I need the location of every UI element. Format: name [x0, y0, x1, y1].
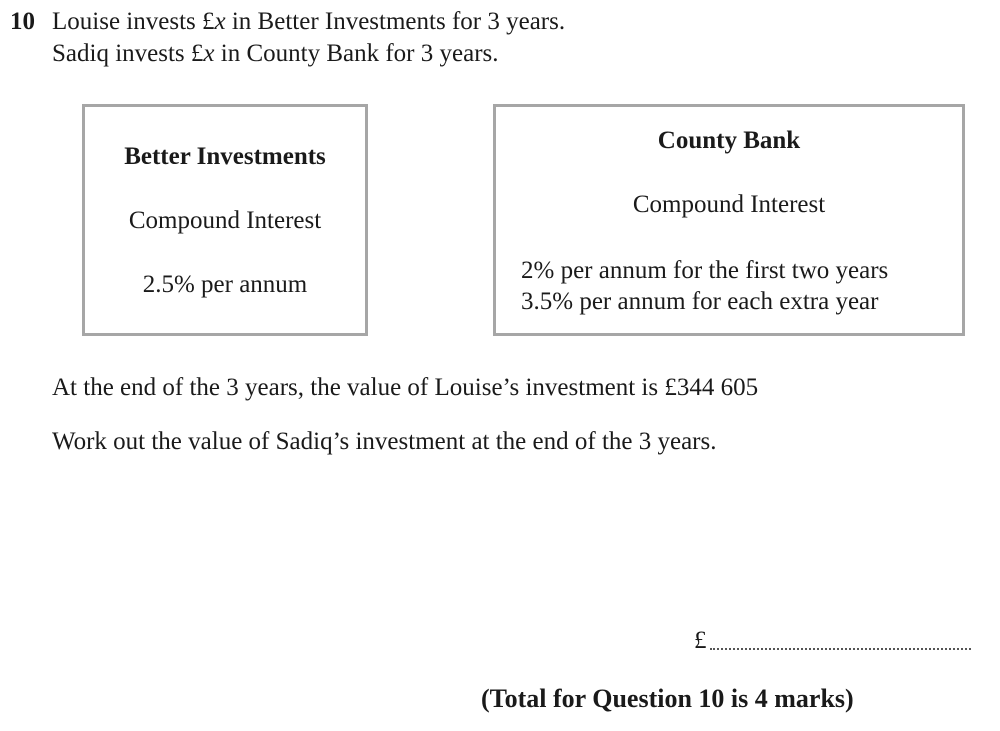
- county-bank-box: [493, 104, 965, 336]
- answer-currency: £: [694, 627, 707, 654]
- question-line-2: Sadiq invests £x in County Bank for 3 years.: [52, 40, 499, 67]
- county-bank-rate-2: 3.5% per annum for each extra year: [521, 288, 879, 315]
- question-line-1: Louise invests £x in Better Investments for 3 years.: [52, 8, 566, 35]
- better-investments-box: [82, 104, 368, 336]
- better-investments-type: Compound Interest: [128, 207, 322, 234]
- better-investments-rate: 2.5% per annum: [142, 271, 308, 298]
- question-number: 10: [10, 8, 35, 35]
- answer-line[interactable]: [710, 648, 971, 650]
- county-bank-rate-1: 2% per annum for the first two years: [521, 257, 889, 284]
- better-investments-title: Better Investments: [124, 143, 326, 170]
- county-bank-type: Compound Interest: [632, 191, 826, 218]
- task-text: Work out the value of Sadiq’s investment at the end of the 3 years.: [52, 428, 717, 455]
- total-marks: (Total for Question 10 is 4 marks): [481, 684, 854, 713]
- statement-text: At the end of the 3 years, the value of Louise’s investment is £344 605: [52, 374, 759, 401]
- county-bank-title: County Bank: [657, 127, 801, 154]
